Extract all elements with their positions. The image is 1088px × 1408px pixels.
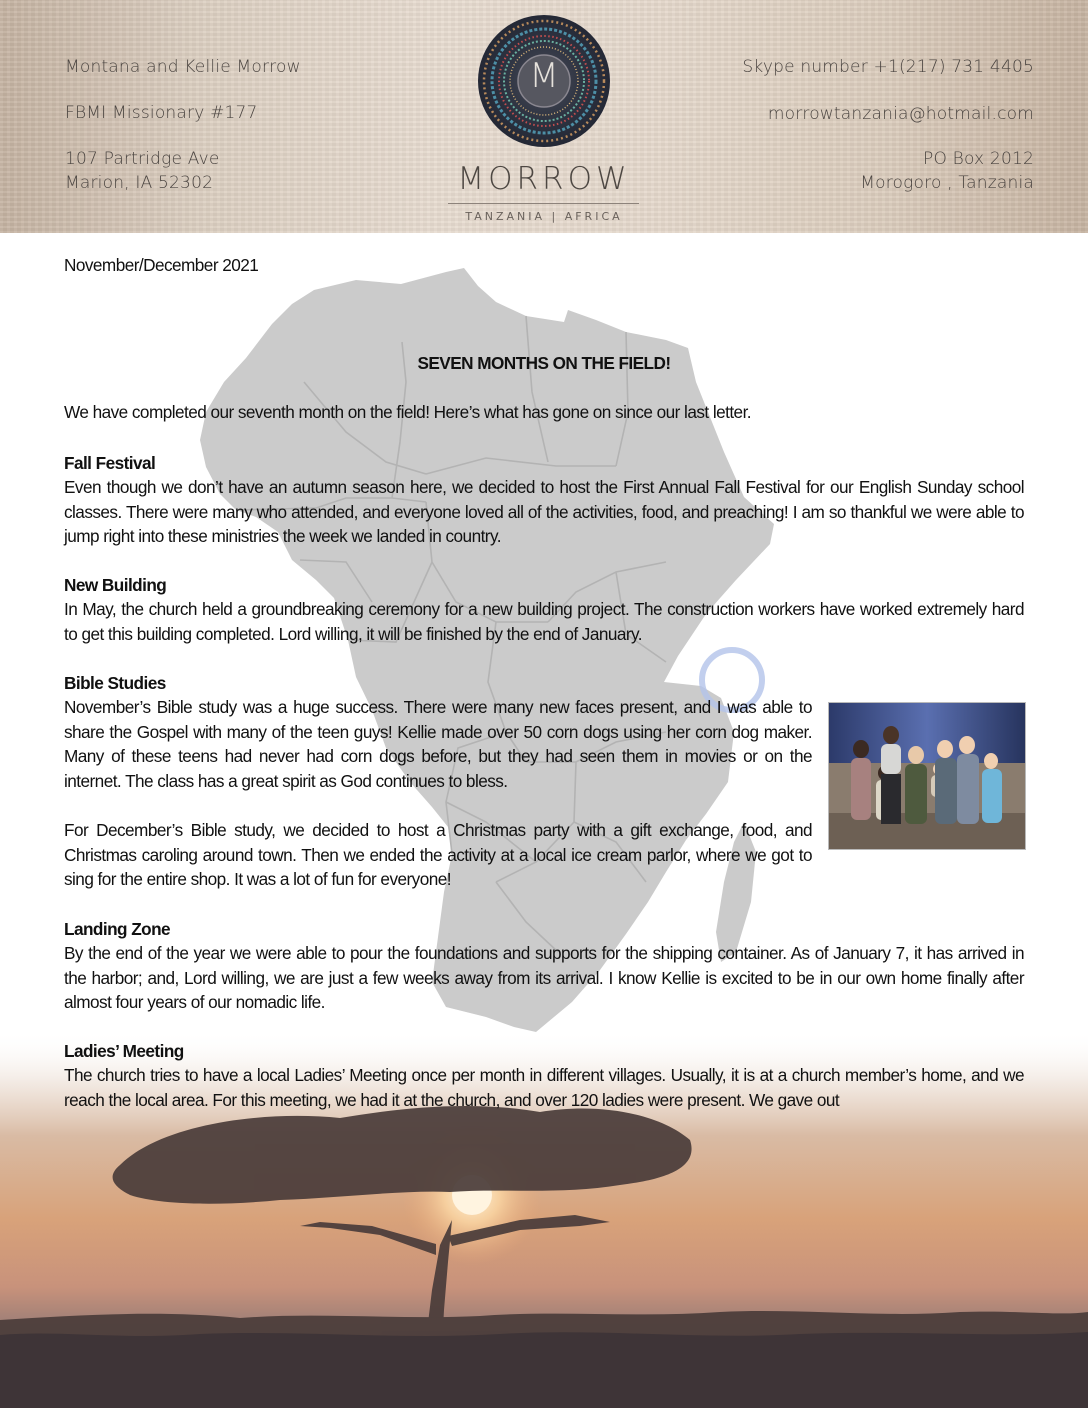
section-heading-ladies-meeting: Ladies’ Meeting xyxy=(64,1041,184,1061)
section-text-ladies-meeting: The church tries to have a local Ladies’ Meeting once per month in different villages. Usually, it is at a church member’s home, and we reach the local area. For this meeting, we had it at the church, and over 120 ladies were present. We gave out xyxy=(64,1065,1024,1110)
email-address: morrowtanzania@hotmail.com xyxy=(767,104,1034,124)
logo-divider xyxy=(448,203,639,204)
section-text-landing-zone: By the end of the year we were able to pour the foundations and supports for the shipping container. As of January 7, it has arrived in the harbor; and, Lord willing, we are just a few weeks away from its arrival. I know Kellie is excited to be in our own home finally after almost four years of our nomadic life. xyxy=(64,943,1024,1012)
section-text-fall-festival: Even though we don’t have an autumn season here, we decided to host the First Annual Fall Festival for our English Sunday school classes. There were many who attended, and everyone loved all of the activities, food, and preaching! I am so thankful we were able to jump right into these ministries the week we landed in country. xyxy=(64,477,1024,546)
section-heading-new-building: New Building xyxy=(64,575,167,595)
address-line-2: Marion, IA 52302 xyxy=(65,173,214,193)
section-text-new-building: In May, the church held a groundbreaking ceremony for a new building project. The construction workers have worked extremely hard to get this building completed. Lord willing, it will be finished by the end of January. xyxy=(64,599,1024,644)
section-heading-landing-zone: Landing Zone xyxy=(64,919,171,939)
missionary-number: FBMI Missionary #177 xyxy=(65,103,258,123)
address-line-1: 107 Partridge Ave xyxy=(65,149,220,169)
intro-paragraph: We have completed our seventh month on the field! Here’s what has gone on since our last letter. xyxy=(64,402,752,422)
section-heading-fall-festival: Fall Festival xyxy=(64,453,156,473)
logo-subtitle: TANZANIA | AFRICA xyxy=(465,210,623,223)
skype-number: Skype number +1(217) 731 4405 xyxy=(742,57,1034,77)
po-box: PO Box 2012 xyxy=(923,149,1034,169)
logo-wordmark: MORROW xyxy=(457,161,631,197)
section-heading-bible-studies: Bible Studies xyxy=(64,673,166,693)
letterhead xyxy=(0,0,1088,233)
sender-names: Montana and Kellie Morrow xyxy=(65,57,301,77)
section-text-bible-studies-november: November’s Bible study was a huge success. There were many new faces present, and I was able to share the Gospel with many of the teen guys! Kellie made over 50 corn dogs using her corn dog maker. Many of these teens had never had corn dogs before, but they had seen them in movies or on the internet. The class has a great spirit as God continues to bless. xyxy=(64,697,812,791)
family-photo xyxy=(828,702,1026,850)
logo-monogram: M xyxy=(529,56,559,96)
section-text-bible-studies-december: For December’s Bible study, we decided to host a Christmas party with a gift exchange, food, and Christmas caroling around town. Then we ended the activity at a local ice cream parlor, where we got to sing for the entire shop. It was a lot of fun for everyone! xyxy=(64,820,812,889)
africa-map-watermark xyxy=(196,262,776,1052)
letter-date: November/December 2021 xyxy=(64,255,259,275)
city-country: Morogoro , Tanzania xyxy=(860,173,1034,193)
letter-title: SEVEN MONTHS ON THE FIELD! xyxy=(417,353,671,373)
